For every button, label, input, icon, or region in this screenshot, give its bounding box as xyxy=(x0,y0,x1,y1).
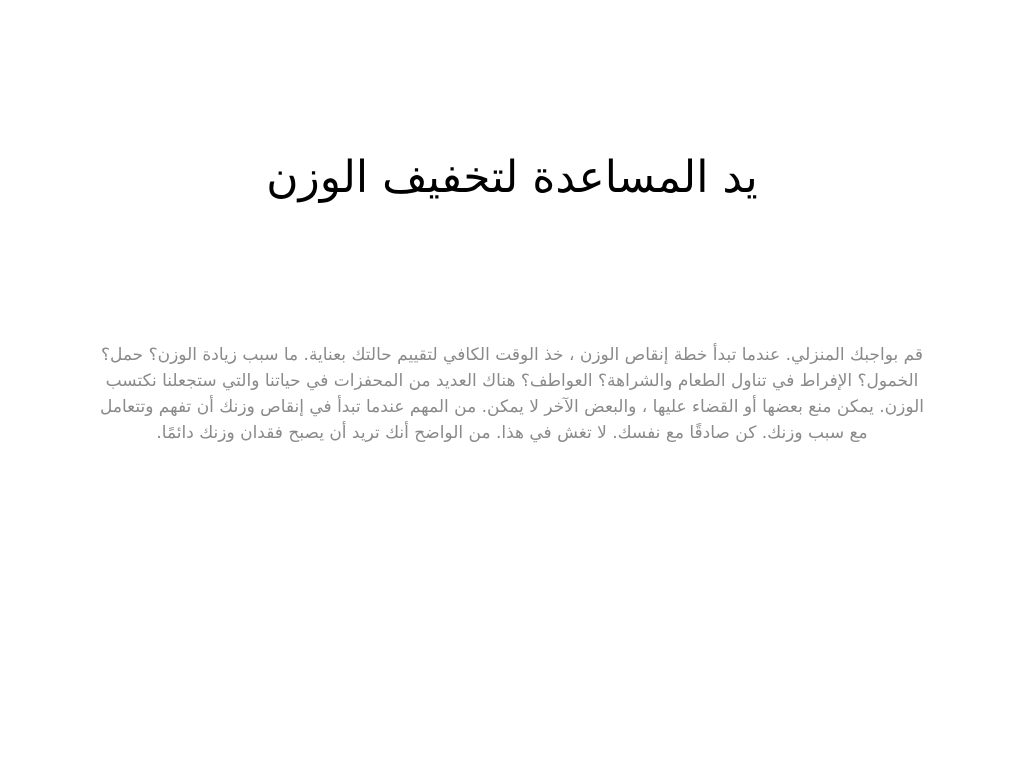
slide-body-text: قم بواجبك المنزلي. عندما تبدأ خطة إنقاص الوزن ، خذ الوقت الكافي لتقييم حالتك بعناية. ما سبب زيادة الوزن؟ حمل؟ الخمول؟ الإفراط في تناول الطعام والشراهة؟ العواطف؟ هناك العديد من المحفزات في حياتنا والتي ستجعلنا نكتسب الوزن. يمكن منع بعضها أو القضاء عليها ، والبعض الآخر لا يمكن. من المهم عندما تبدأ في إنقاص وزنك أن تفهم وتتعامل مع سبب وزنك. كن صادقًا مع نفسك. لا تغش في هذا. من الواضح أنك تريد أن يصبح فقدان وزنك دائمًا. xyxy=(99,345,925,443)
slide-title: يد المساعدة لتخفيف الوزن xyxy=(266,152,758,203)
